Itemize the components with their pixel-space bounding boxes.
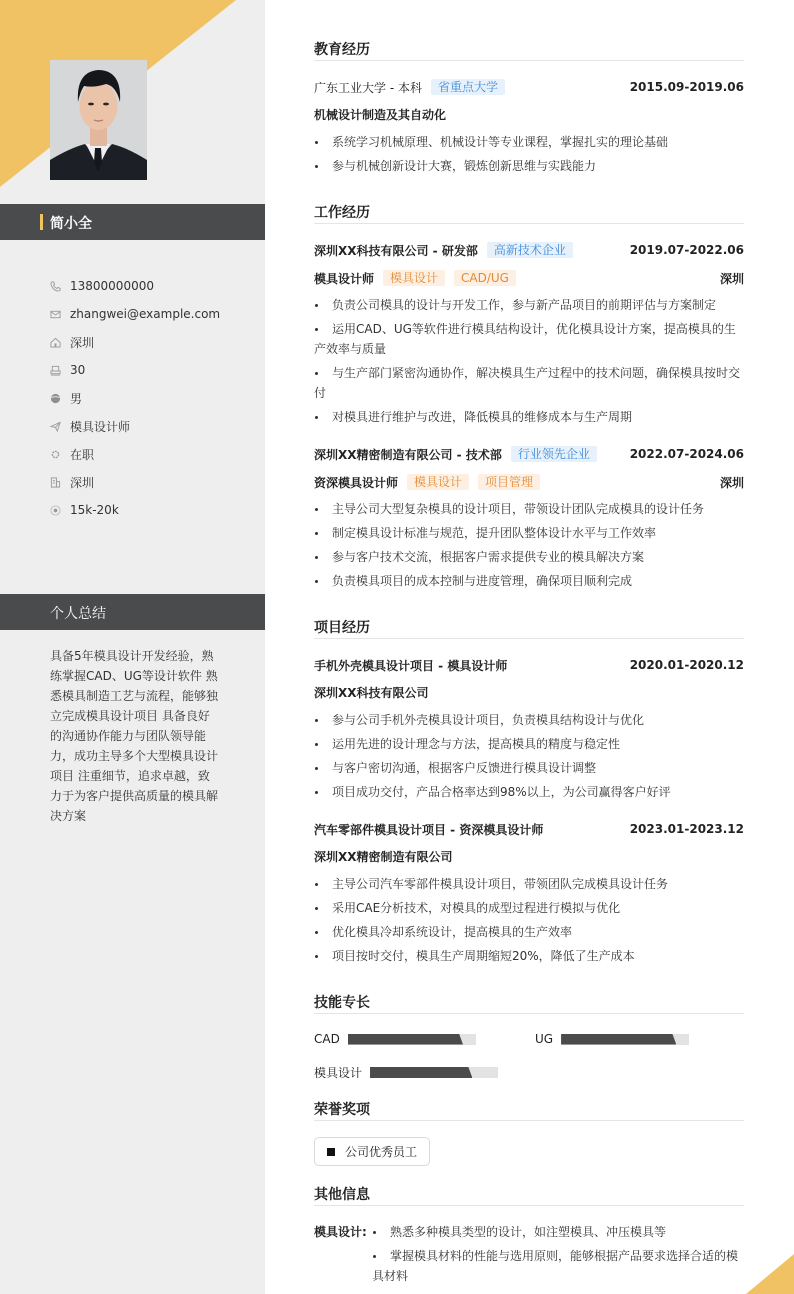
list-item: 项目成功交付，产品合格率达到98%以上，为公司赢得客户好评	[314, 782, 744, 802]
projects-section	[314, 618, 744, 639]
skill-bar	[561, 1034, 689, 1045]
skill-name: UG	[535, 1032, 554, 1046]
list-item: 主导公司汽车零部件模具设计项目，带领团队完成模具设计任务	[314, 874, 744, 894]
work-city: 深圳	[719, 271, 744, 286]
contact-list	[50, 272, 220, 524]
list-item: 参与客户技术交流，根据客户需求提供专业的模具解决方案	[314, 547, 744, 567]
name-header	[0, 204, 265, 240]
contact-value: 深圳	[70, 475, 95, 490]
work-date: 2019.07-2022.06	[629, 243, 744, 257]
skill-bar-fill	[561, 1034, 676, 1045]
skill-tag: 项目管理	[478, 474, 540, 490]
skill-bar	[348, 1034, 476, 1045]
email-icon	[50, 307, 70, 321]
list-item: 熟悉多种模具类型的设计，如注塑模具、冲压模具等	[372, 1222, 744, 1242]
summary-text: 具备5年模具设计开发经验，熟练掌握CAD、UG等设计软件 熟悉模具制造工艺与流程，能够独立完成模具设计项目 具备良好的沟通协作能力与团队领导能力，成功主导多个大型模具设计项目 注重细节，追求卓越，致力于为客户提供高质量的模具解决方案	[50, 649, 219, 823]
education-bullets	[314, 132, 744, 180]
skill-bar	[370, 1067, 498, 1078]
list-item: 与生产部门紧密沟通协作，解决模具生产过程中的技术问题，确保模具按时交付	[314, 363, 744, 403]
awards-section	[314, 1100, 744, 1121]
contact-value: 13800000000	[70, 279, 154, 293]
education-header	[314, 77, 744, 97]
list-item: 参与公司手机外壳模具设计项目，负责模具结构设计与优化	[314, 710, 744, 730]
project-header	[314, 819, 744, 839]
contact-email	[50, 300, 220, 328]
role: 资深模具设计师	[314, 475, 399, 490]
section-title: 项目经历	[314, 618, 744, 639]
work-role-row	[314, 472, 744, 492]
skill-bar-fill	[348, 1034, 463, 1045]
contact-status	[50, 440, 220, 468]
square-bullet-icon	[327, 1148, 335, 1156]
company-name: 深圳XX精密制造有限公司 - 技术部	[314, 447, 502, 462]
work-section	[314, 203, 744, 224]
list-item: 负责模具项目的成本控制与进度管理，确保项目顺利完成	[314, 571, 744, 591]
education-date: 2015.09-2019.06	[629, 80, 744, 94]
skill-tag: 模具设计	[383, 270, 445, 286]
project-name: 汽车零部件模具设计项目 - 资深模具设计师	[314, 822, 544, 837]
contact-value: 15k-20k	[70, 503, 119, 517]
skill-tag: CAD/UG	[454, 270, 516, 286]
contact-value: 男	[70, 391, 83, 406]
work-city: 深圳	[719, 475, 744, 490]
paper-plane-icon	[50, 419, 70, 433]
project-date: 2020.01-2020.12	[629, 658, 744, 672]
list-item: 主导公司大型复杂模具的设计项目，带领设计团队完成模具的设计任务	[314, 499, 744, 519]
contact-phone	[50, 272, 220, 300]
education-section	[314, 40, 744, 61]
skill-ug	[535, 1032, 689, 1046]
other-label: 模具设计:	[314, 1225, 367, 1239]
contact-value: 模具设计师	[70, 419, 131, 434]
contact-value: zhangwei@example.com	[70, 307, 221, 321]
gender-icon	[50, 391, 70, 405]
company-name: 深圳XX科技有限公司 - 研发部	[314, 243, 478, 258]
project-bullets	[314, 874, 744, 970]
skill-mold-design	[314, 1064, 498, 1081]
contact-salary	[50, 496, 220, 524]
contact-value: 在职	[70, 447, 95, 462]
skill-tag: 模具设计	[407, 474, 469, 490]
list-item: 制定模具设计标准与规范，提升团队整体设计水平与工作效率	[314, 523, 744, 543]
section-title: 教育经历	[314, 40, 744, 61]
skills-section	[314, 993, 744, 1014]
contact-age	[50, 356, 220, 384]
building-icon	[50, 475, 70, 489]
work-header	[314, 444, 744, 464]
skill-bar-fill	[370, 1067, 472, 1078]
skill-name: CAD	[314, 1032, 340, 1046]
contact-city	[50, 468, 220, 496]
avatar	[50, 60, 147, 180]
project-company: 深圳XX精密制造有限公司	[314, 850, 453, 864]
project-name: 手机外壳模具设计项目 - 模具设计师	[314, 658, 508, 673]
section-title: 荣誉奖项	[314, 1100, 744, 1121]
work-header	[314, 240, 744, 260]
project-header	[314, 655, 744, 675]
major: 机械设计制造及其自动化	[314, 108, 447, 122]
decorative-corner	[746, 1254, 794, 1294]
award-name: 公司优秀员工	[345, 1145, 418, 1159]
company-tag: 行业领先企业	[511, 446, 597, 462]
home-icon	[50, 335, 70, 349]
project-company: 深圳XX科技有限公司	[314, 686, 429, 700]
work-role-row	[314, 268, 744, 288]
list-item: 优化模具冷却系统设计，提高模具的生产效率	[314, 922, 744, 942]
contact-home	[50, 328, 220, 356]
section-title: 其他信息	[314, 1185, 744, 1206]
work-bullets	[314, 295, 744, 431]
skill-name: 模具设计	[314, 1066, 363, 1080]
list-item: 系统学习机械原理、机械设计等专业课程，掌握扎实的理论基础	[314, 132, 744, 152]
other-bullets	[372, 1222, 744, 1290]
list-item: 采用CAE分析技术，对模具的成型过程进行模拟与优化	[314, 898, 744, 918]
section-title: 工作经历	[314, 203, 744, 224]
list-item: 参与机械创新设计大赛，锻炼创新思维与实践能力	[314, 156, 744, 176]
project-bullets	[314, 710, 744, 806]
role: 模具设计师	[314, 271, 375, 286]
contact-job	[50, 412, 220, 440]
list-item: 对模具进行维护与改进，降低模具的维修成本与生产周期	[314, 407, 744, 427]
contact-value: 30	[70, 363, 86, 377]
company-tag: 高新技术企业	[487, 242, 573, 258]
candidate-name: 简小全	[50, 216, 92, 232]
summary-title: 个人总结	[50, 606, 106, 622]
list-item: 与客户密切沟通，根据客户反馈进行模具设计调整	[314, 758, 744, 778]
contact-value: 深圳	[70, 335, 95, 350]
list-item: 掌握模具材料的性能与选用原则，能够根据产品要求选择合适的模具材料	[372, 1246, 744, 1286]
list-item: 项目按时交付，模具生产周期缩短20%，降低了生产成本	[314, 946, 744, 966]
other-section	[314, 1185, 744, 1206]
sidebar	[0, 0, 265, 1294]
list-item: 负责公司模具的设计与开发工作，参与新产品项目的前期评估与方案制定	[314, 295, 744, 315]
age-icon	[50, 363, 70, 377]
other-info	[314, 1222, 744, 1290]
accent-mark	[40, 214, 43, 230]
skill-cad	[314, 1032, 476, 1046]
award-badge	[314, 1137, 430, 1166]
work-bullets	[314, 499, 744, 595]
summary-header	[0, 594, 265, 630]
gear-icon	[50, 447, 70, 461]
target-icon	[50, 503, 70, 517]
list-item: 运用CAD、UG等软件进行模具结构设计，优化模具设计方案，提高模具的生产效率与质量	[314, 319, 744, 359]
work-date: 2022.07-2024.06	[629, 447, 744, 461]
section-title: 技能专长	[314, 993, 744, 1014]
project-date: 2023.01-2023.12	[629, 822, 744, 836]
school-tag: 省重点大学	[431, 79, 505, 95]
contact-gender	[50, 384, 220, 412]
school-name: 广东工业大学 - 本科	[314, 80, 422, 95]
list-item: 运用先进的设计理念与方法，提高模具的精度与稳定性	[314, 734, 744, 754]
phone-icon	[50, 279, 70, 293]
